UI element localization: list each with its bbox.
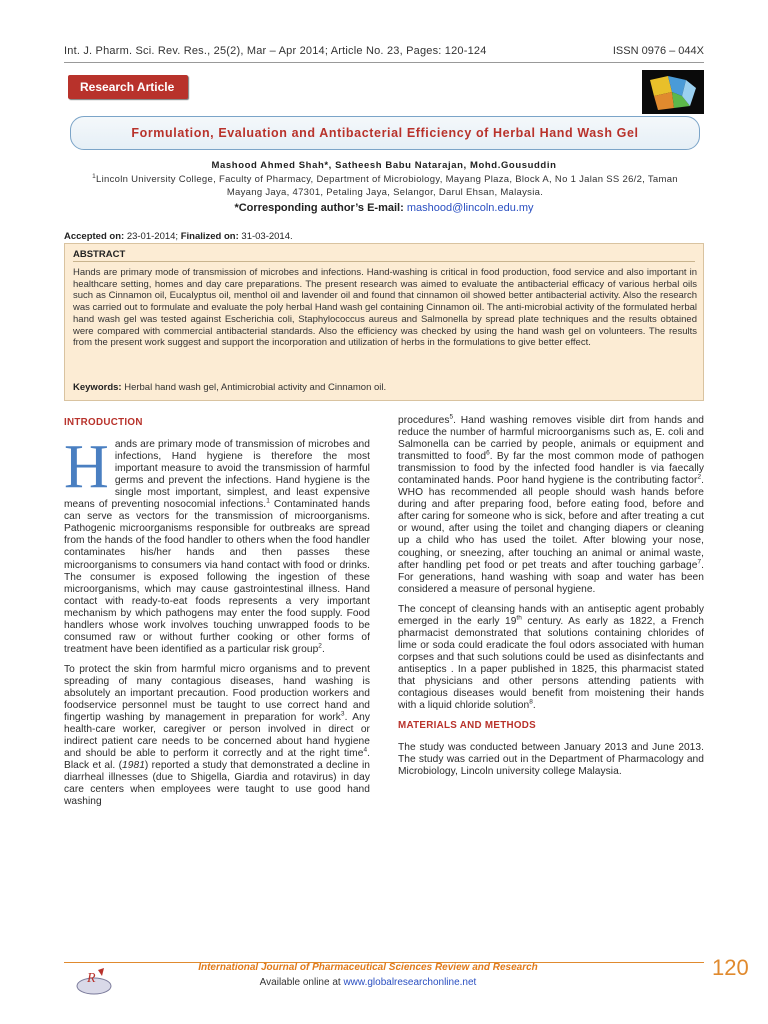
- corresponding-author: [64, 202, 704, 214]
- affiliation-text: Lincoln University College, Faculty of Pharmacy, Department of Microbiology, Mayang Plaza, Block A, No 1 Jalan SS 26/2, Taman Mayang Jaya, 47301, Petaling Jaya, Selangor, Darul Ehsan, Malaysia.: [96, 174, 678, 198]
- intro-text-b: Contaminated hands can serve as vectors for the transmission of microorganisms. Pathogenic microorganisms responsible for outbreaks are spread from the hands of the food handler to others when the food handler contaminates his/her hands and then passes these microorganisms to consumers via hand contact with food or drinks. The consumer is exposed following the ingestion of these microorganisms, which may cause gastrointestinal illness. Hand contact with ready-to-eat foods represents a very important mechanism by which pathogens may enter the food supply. Food handlers whose work involves touching unwrapped foods to be consumed raw or without further cooking or other forms of treatment have been identified as a particular risk group: [64, 499, 371, 655]
- issn: ISSN 0976 – 044X: [612, 45, 704, 57]
- abstract-text: Hands are primary mode of transmission of microbes and infections. Hand-washing is critical in food production, food service and also important in healthcare setting, homes and day care preparations. The present research was aimed to evaluate the antibacterial efficacy of various herbal oils such as Cinnamon oil, Eucalyptus oil, menthol oil and lavender oil and found that cinnamon oil showed better antibacterial activity. Also the research was carried out to formulate and evaluate the poly herbal Hand wash gel containing Cinnamon oil. The anti-microbial activity of the formulated herbal hand wash gel was tested against Escherichia coli, Staphylococcus aureus and Salmonella by spread plate techniques and the results obtained were compared with commercial antibacterial standards. Also the efficiency was checked by using the hand wash gel on volunteers. The results from the present work suggest and support the incorporation and utilization of herbs in the formulations to give better effect.: [73, 267, 698, 349]
- ordinal-suffix: th: [516, 614, 522, 622]
- article-type-badge: Research Article: [68, 75, 188, 99]
- citation-ref: 3: [340, 710, 345, 718]
- svg-text:R: R: [87, 971, 96, 986]
- drop-cap: H: [64, 433, 109, 502]
- footer-url-link[interactable]: www.globalresearchonline.net: [343, 977, 477, 988]
- accepted-date: 23-01-2014;: [126, 231, 179, 242]
- citation-ref: 2: [318, 642, 322, 650]
- finalized-date: 31-03-2014.: [241, 231, 293, 242]
- footer-availability: [64, 977, 672, 988]
- article-title: Formulation, Evaluation and Antibacterial Efficiency of Herbal Hand Wash Gel: [70, 116, 700, 150]
- right2-text-a: The concept of cleansing hands with an antiseptic agent probably emerged in the early 19: [398, 603, 704, 627]
- right1-text-d: . WHO has recommended all people should wash hands before during and after preparing food, before eating food, before and after caring for someone who is sick, before and after treating a cut or wound, after using the toilet and changing diapers or cleaning up a child who has used the toilet. After blowing your nose, coughing, or sneezing, after touching an animal or animal waste, after handling pet food or pet treats and after touching garbage: [398, 475, 704, 571]
- journal-citation: Int. J. Pharm. Sci. Rev. Res., 25(2), Mar – Apr 2014; Article No. 23, Pages: 120-124: [64, 45, 487, 57]
- left-column: [64, 417, 370, 816]
- footer-journal-name: International Journal of Pharmaceutical Sciences Review and Research: [198, 962, 538, 973]
- affiliation-marker: 1: [92, 172, 96, 180]
- page-number: 120: [712, 955, 749, 980]
- finalized-label: Finalized on:: [180, 231, 239, 242]
- corresponding-email-link[interactable]: mashood@lincoln.edu.my: [406, 202, 534, 214]
- keywords: [73, 382, 386, 393]
- intro2-text-b: . Any health-care worker, caregiver or person involved in direct or indirect patient care needs to be concerned about hand hygiene and should be able to perform it correctly and at the right time: [64, 712, 370, 760]
- right2-text-b: century. As early as 1822, a French pharmacist demonstrated that solutions containing chlorides of lime or soda could eradicate the foul odors associated with human corpses and that such solutions could be used as disinfectants and antiseptics . In a paper published in 1825, this pharmacist stated that physicians and other persons attending patients with contagious diseases would benefit from moistening their hands with a liquid chloride solution: [398, 615, 704, 712]
- right2-text-end: .: [532, 700, 536, 712]
- intro2-text-c: . Black et al. (: [64, 748, 370, 772]
- abstract-box: [64, 243, 704, 401]
- intro-text-end: .: [321, 643, 325, 655]
- citation-ref: 2: [697, 473, 702, 481]
- right1-text-a: procedures: [398, 415, 450, 426]
- citation-ref: 1: [266, 497, 270, 505]
- abstract-heading: ABSTRACT: [73, 249, 126, 260]
- citation-ref: 7: [697, 558, 702, 566]
- citation-ref: 6: [486, 449, 490, 457]
- intro-paragraph-1: [64, 433, 371, 656]
- right-column: [398, 415, 704, 786]
- right1-text-b: . Hand washing removes visible dirt from hands and reduce the number of harmful microorganisms such as, E. coli and Salmonella can be carried by people, animals or equipment and transmitted to food: [398, 415, 704, 463]
- right-paragraph-2: [398, 604, 704, 712]
- dates: [64, 231, 293, 242]
- right-paragraph-1: [398, 415, 704, 596]
- citation-ref: 5: [449, 413, 454, 421]
- header-divider: [64, 62, 704, 63]
- citation-ref: 8: [529, 698, 533, 706]
- keywords-label: Keywords:: [73, 382, 122, 393]
- citation-year: 1981: [122, 760, 145, 772]
- footer-available-label: Available online at: [259, 977, 341, 988]
- right1-text-e: . For generations, hand washing with soap and water has been considered a measure of personal hygiene.: [398, 559, 704, 595]
- intro-paragraph-2: [64, 664, 370, 809]
- right1-text-c: . By far the most common mode of pathogen transmission to food by the infected food handler is via faecally contaminated hands. Poor hand hygiene is the contributing factor: [398, 451, 704, 487]
- methods-heading: MATERIALS AND METHODS: [398, 720, 537, 732]
- intro2-text-a: To protect the skin from harmful micro organisms and to prevent spreading of many contagious diseases, hand washing is absolutely an important precaution. Food production workers and foodservice personnel must be taught to use correct hand and fingertip washing by management in preparation for work: [64, 663, 370, 724]
- corresponding-label: *Corresponding author’s E-mail:: [234, 202, 404, 214]
- accepted-label: Accepted on:: [64, 231, 125, 242]
- keywords-text: Herbal hand wash gel, Antimicrobial activity and Cinnamon oil.: [124, 382, 387, 393]
- authors: Mashood Ahmed Shah*, Satheesh Babu Natarajan, Mohd.Gousuddin: [211, 160, 557, 171]
- abstract-divider: [73, 261, 695, 262]
- citation-ref: 4: [363, 746, 368, 754]
- intro2-text-d: ) reported a study that demonstrated a decline in diarrheal illnesses (due to Shigella, Giardia and rotavirus) in day care centers when employees were taught to use good hand washing: [64, 760, 370, 808]
- introduction-heading: INTRODUCTION: [64, 417, 143, 428]
- affiliation: [90, 174, 680, 199]
- intro-text-a: ands are primary mode of transmission of microbes and infections, Hand hygiene is therefore the most important measure to avoid the transmission of harmful germs and prevent the infections. Hand hygiene is the single most important, simplest, and least expensive means of preventing nosocomial infections.: [64, 439, 370, 511]
- journal-logo-icon: [642, 70, 704, 114]
- methods-paragraph: The study was conducted between January 2013 and June 2013. The study was carried out in the Department of Pharmacology and Microbiology, Lincoln university college Malaysia.: [398, 742, 704, 778]
